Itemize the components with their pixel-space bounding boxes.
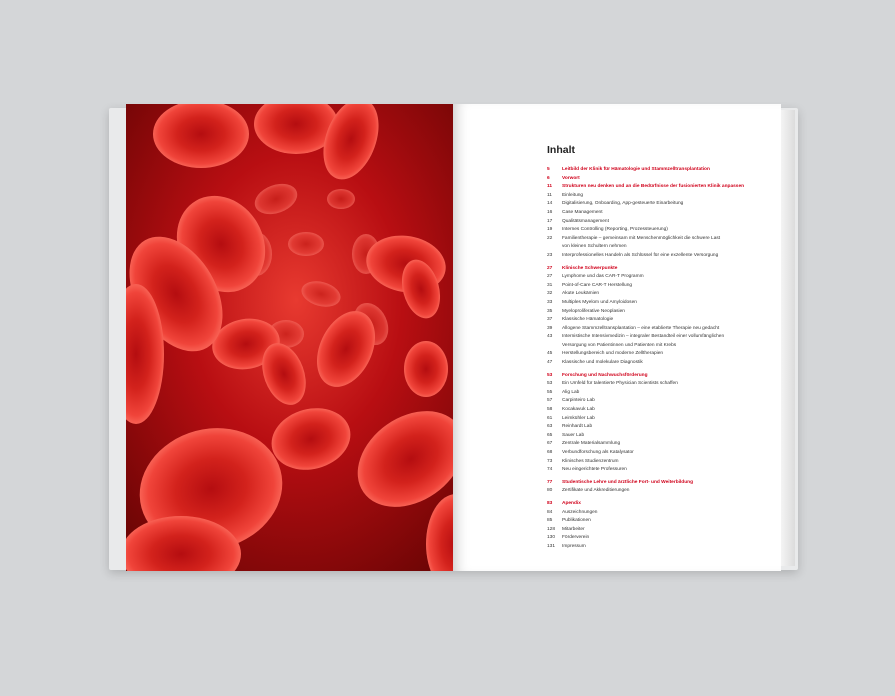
toc-entry-title: Förderverein — [562, 535, 590, 541]
toc-entry-title: Herstellungsbereich und moderne Zelltherapien — [562, 351, 664, 357]
toc-entry — [547, 218, 779, 227]
toc-entry — [547, 487, 779, 496]
toc-page-number: 58 — [547, 407, 553, 413]
toc-entry-title: Klassische und molekulare Diagnostik — [562, 360, 643, 366]
toc-entry-title: Kocakavuk Lab — [562, 407, 595, 413]
toc-page-number: 31 — [547, 282, 553, 288]
toc-entry-title: Carpinteiro Lab — [562, 398, 595, 404]
toc-page-number: 61 — [547, 415, 553, 421]
toc-entry — [547, 440, 779, 449]
toc-page-number: 128 — [547, 526, 556, 532]
toc-entry-title: Alig Lab — [562, 389, 580, 395]
toc-entry-title: Mitarbeiter — [562, 526, 585, 532]
toc-page-number: 80 — [547, 488, 553, 494]
toc-entry — [547, 415, 779, 424]
toc-entry — [547, 517, 779, 526]
toc-page-number: 77 — [547, 479, 553, 485]
toc-entry-title: Klinisches Studienzentrum — [562, 458, 619, 464]
toc-entry — [547, 406, 779, 415]
toc-entry-title: Akute Leukämien — [562, 291, 600, 297]
toc-page-number: 84 — [547, 509, 553, 515]
toc-entry — [547, 380, 779, 389]
toc-page-number: 11 — [547, 184, 553, 190]
toc-page-number: 73 — [547, 458, 553, 464]
toc-entry — [547, 325, 779, 334]
toc-entry — [547, 423, 779, 432]
toc-entry-title: Internistische Intensivmedizin – integraler Bestandteil einer vollumfänglichen — [562, 334, 725, 340]
toc-entry-title: Digitalisierung, Onboarding, App-gesteuerte Einarbeitung — [562, 201, 684, 207]
open-book — [112, 104, 795, 572]
toc-page-number: 14 — [547, 201, 553, 207]
toc-section-entry — [547, 265, 779, 274]
toc-entry-title: Familientherapie – gemeinsam mit Menschenmöglichkeit die schwere Last — [562, 235, 721, 241]
toc-entry-title: Neu eingerichtete Professuren — [562, 467, 627, 473]
toc-section-entry — [547, 183, 779, 192]
toc-entry — [547, 350, 779, 359]
toc-entry — [547, 359, 779, 368]
toc-heading: Inhalt — [547, 144, 575, 156]
toc-entry — [547, 243, 779, 252]
toc-entry-title: Leimkühler Lab — [562, 415, 595, 421]
toc-entry-title: Zertifikate und Akkreditierungen — [562, 488, 630, 494]
toc-page-number: 57 — [547, 398, 553, 404]
toc-entry-title: Sauer Lab — [562, 432, 585, 438]
toc-page-number: 65 — [547, 432, 553, 438]
toc-page-number: 27 — [547, 274, 553, 280]
toc-entry-title: Zentrale Materialsammlung — [562, 441, 621, 447]
toc-entry — [547, 290, 779, 299]
toc-entry-title: Allogene Stammzelltransplantation – eine etablierte Therapie neu gedacht — [562, 325, 720, 331]
toc-page-number: 32 — [547, 291, 553, 297]
toc-page-number: 5 — [547, 167, 550, 172]
toc-entry-title: Reinhardt Lab — [562, 424, 593, 430]
toc-entry — [547, 209, 779, 218]
toc-page-number: 23 — [547, 252, 553, 258]
toc-page-number: 131 — [547, 543, 556, 549]
toc-entry — [547, 192, 779, 201]
toc-entry-title: Klinische Schwerpunkte — [562, 265, 618, 271]
toc-page-number: 53 — [547, 381, 553, 387]
toc-page-number: 67 — [547, 441, 553, 447]
toc-entry — [547, 200, 779, 209]
toc-page-number — [547, 342, 562, 351]
toc-section-entry — [547, 166, 779, 175]
toc-page-number: 22 — [547, 235, 553, 241]
toc-page-number: 33 — [547, 299, 553, 305]
toc-entry — [547, 333, 779, 342]
toc-entry-title: Interprofessionelles Handeln als Schlüssel für eine exzellente Versorgung — [562, 252, 719, 258]
toc-entry-title: Verbundforschung als Katalysator — [562, 450, 634, 455]
toc-section-entry — [547, 175, 779, 184]
toc-entry — [547, 534, 779, 543]
toc-entry-title: Publikationen — [562, 518, 591, 524]
toc-entry — [547, 282, 779, 291]
toc-entry — [547, 543, 779, 552]
toc-entry — [547, 342, 779, 351]
toc-page-number: 43 — [547, 334, 553, 340]
toc-entry — [547, 252, 779, 261]
toc-section-entry — [547, 500, 779, 509]
toc-entry — [547, 273, 779, 282]
toc-entry-title: Forschung und Nachwuchsförderung — [562, 372, 648, 378]
toc-entry-title: Leitbild der Klinik für Hämatologie und Stammzelltransplantation — [562, 167, 710, 172]
toc-entry — [547, 509, 779, 518]
right-page-toc — [453, 104, 781, 571]
toc-entry — [547, 449, 779, 458]
toc-entry-title: Versorgung von Patientinnen und Patienten mit Krebs — [562, 342, 677, 348]
toc-page-number: 55 — [547, 389, 553, 395]
toc-entry-title: Klassische Hämatologie — [562, 317, 614, 323]
toc-entry-title: Internes Controlling (Reporting, Prozessteuerung) — [562, 227, 668, 233]
toc-entry-title: Multiples Myelom und Amyloidosen — [562, 299, 637, 305]
toc-entry-title: Apendix — [562, 500, 581, 506]
toc-section-entry — [547, 372, 779, 381]
toc-page-number: 47 — [547, 360, 553, 366]
toc-page-number: 85 — [547, 518, 553, 524]
toc-entry — [547, 299, 779, 308]
toc-page-number — [547, 243, 562, 252]
toc-page-number: 39 — [547, 325, 553, 331]
toc-entry-title: Strukturen neu denken und an die Bedürfnisse der fusionierten Klinik anpassen — [562, 184, 745, 190]
toc-entry-title: Ein Umfeld für talentierte Physician Scientists schaffen — [562, 381, 678, 387]
toc-entry — [547, 432, 779, 441]
toc-page-number: 11 — [547, 192, 552, 198]
toc-entry-title: Case Management — [562, 209, 603, 215]
toc-page-number: 37 — [547, 317, 553, 323]
toc-page-number: 16 — [547, 209, 553, 215]
toc-list — [547, 166, 779, 552]
toc-entry-title: Qualitätsmanagement — [562, 218, 609, 224]
toc-entry — [547, 458, 779, 467]
blood-cells-photo — [126, 104, 466, 571]
toc-page-number: 68 — [547, 450, 553, 455]
left-page-image — [126, 104, 466, 571]
toc-entry-title: Auszeichnungen — [562, 509, 598, 515]
toc-page-number: 53 — [547, 372, 553, 378]
toc-page-number: 130 — [547, 535, 556, 541]
toc-entry — [547, 308, 779, 317]
toc-entry-title: Einleitung — [562, 192, 584, 198]
toc-entry — [547, 316, 779, 325]
page-stack-edge — [781, 110, 795, 566]
toc-entry — [547, 226, 779, 235]
toc-page-number: 63 — [547, 424, 553, 430]
toc-page-number: 27 — [547, 265, 553, 271]
toc-entry-title: Point-of-Care CAR-T Herstellung — [562, 282, 633, 288]
toc-entry — [547, 397, 779, 406]
toc-entry — [547, 235, 779, 244]
toc-entry-title: Lymphome und das CAR-T Programm — [562, 274, 644, 280]
toc-page-number: 6 — [547, 175, 550, 181]
toc-entry — [547, 526, 779, 535]
toc-entry — [547, 389, 779, 398]
toc-page-number: 74 — [547, 467, 553, 473]
toc-page-number: 83 — [547, 500, 553, 506]
toc-entry — [547, 466, 779, 475]
toc-page-number: 17 — [547, 218, 553, 224]
toc-entry-title: Vorwort — [562, 175, 580, 181]
toc-entry-title: Impressum — [562, 543, 586, 549]
toc-page-number: 45 — [547, 351, 553, 357]
toc-page-number: 19 — [547, 227, 553, 233]
toc-entry-title: Studentische Lehre und ärztliche Fort- und Weiterbildung — [562, 479, 694, 485]
toc-page-number: 35 — [547, 308, 553, 314]
toc-entry-title: von kleinen Schultern nehmen — [562, 244, 627, 250]
toc-entry-title: Myeloproliferative Neoplasien — [562, 308, 625, 314]
toc-section-entry — [547, 479, 779, 488]
